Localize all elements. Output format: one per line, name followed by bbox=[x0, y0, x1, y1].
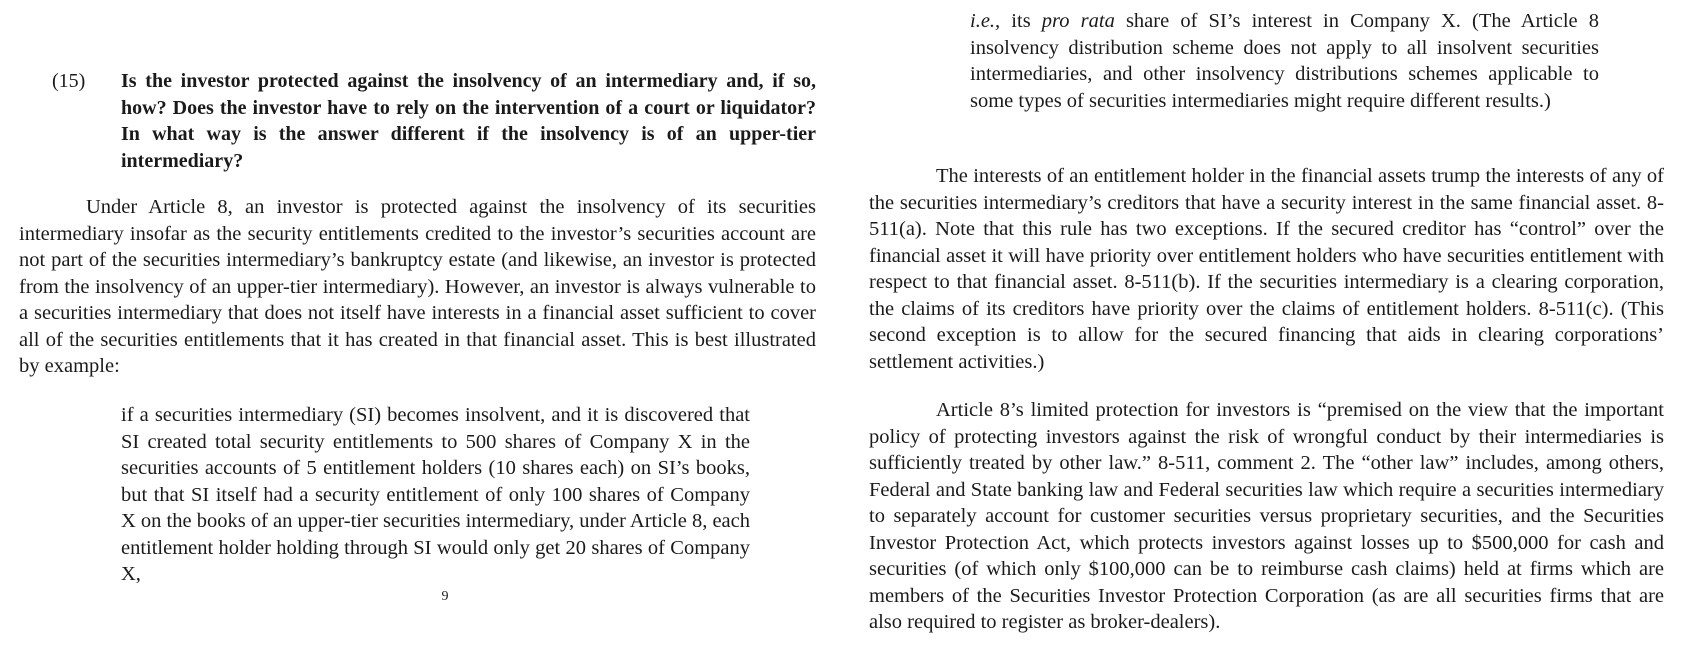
left-page bbox=[0, 0, 840, 671]
answer-paragraph: Under Article 8, an investor is protected against the insolvency of its securities intermediary insofar as the security entitlements credited to the investor’s securities account are not part of the securities intermediary’s bankruptcy estate (and likewise, an investor is protected from the insolvency of an upper-tier intermediary). However, an investor is always vulnerable to a securities intermediary that does not itself have interests in a financial asset sufficient to cover all of the securities entitlements that it has created in that financial asset. This is best illustrated by example: bbox=[19, 196, 816, 377]
ie-abbrev: i.e., bbox=[970, 10, 1001, 32]
continuation-text: share of SI’s interest in Company X. (The Article 8 insolvency distribution scheme does not apply to all insolvent securities intermediaries, and other insolvency distributions schemes applicable to some types of securities intermediaries might require different results.) bbox=[970, 10, 1599, 112]
priority-paragraph: The interests of an entitlement holder in the financial assets trump the interests of any of the securities intermediary’s creditors that have a security interest in the same financial asset. 8-511(a). Note that this rule has two exceptions. If the secured creditor has “control” over the financial asset it will have priority over entitlement holders who have securities entitlement with respect to that financial asset. 8-511(b). If the securities intermediary is a clearing corporation, the claims of its creditors have priority over the claims of entitlement holders. 8-511(c). (This second exception is to allow for the secured financing that aids in clearing corporations’ settlement activities.) bbox=[869, 165, 1664, 373]
page-number: 9 bbox=[441, 589, 449, 604]
right-page bbox=[862, 0, 1694, 671]
example-continuation bbox=[970, 8, 1599, 114]
example-block-quote: if a securities intermediary (SI) becomes insolvent, and it is discovered that SI created total security entitlements to 500 shares of Company X in the securities accounts of 5 entitlement holders (10 shares each) on SI’s books, but that SI itself had a security entitlement of only 100 shares of Company X on the books of an upper-tier securities intermediary, under Article 8, each entitlement holder holding through SI would only get 20 shares of Company X, bbox=[121, 404, 750, 585]
its-word: its bbox=[1000, 10, 1042, 32]
question-heading: Is the investor protected against the insolvency of an intermediary and, if so, how? Does the investor have to rely on the intervention of a court or liquidator? In what way is the answer different if the insolvency is of an upper-tier intermediary? bbox=[121, 70, 816, 172]
question-number: (15) bbox=[52, 70, 86, 92]
limited-protection-paragraph: Article 8’s limited protection for investors is “premised on the view that the important policy of protecting investors against the risk of wrongful conduct by their intermediaries is sufficiently treated by other law.” 8-511, comment 2. The “other law” includes, among others, Federal and State banking law and Federal securities law which require a securities intermediary to separately account for customer securities versus proprietary securities, and the Securities Investor Protection Act, which protects investors against losses up to $500,000 for cash and securities (of which only $100,000 can be to reimburse cash claims) held at firms which are members of the Securities Investor Protection Corporation (as are all securities firms that are also required to register as broker-dealers). bbox=[869, 399, 1664, 633]
pro-rata-term: pro rata bbox=[1041, 10, 1115, 32]
